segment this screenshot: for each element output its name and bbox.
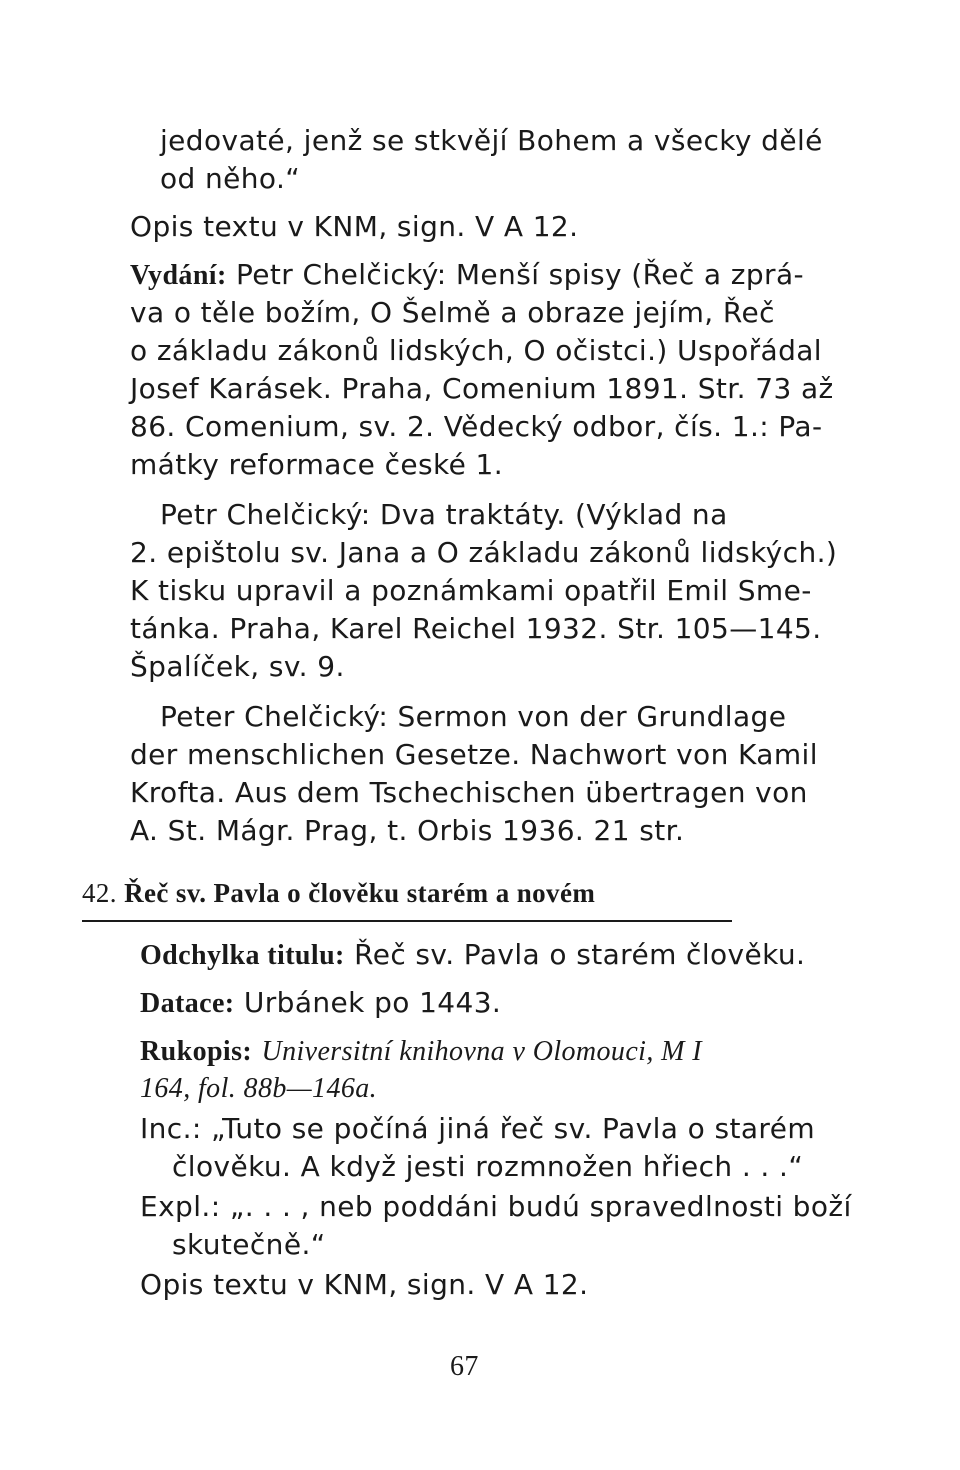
rukopis-line <box>140 1034 702 1069</box>
datace-label: Datace: <box>140 988 235 1019</box>
vydani-text: Petr Chelčický: Menší spisy (Řeč a zprá- <box>236 258 805 291</box>
text-line: Špalíček, sv. 9. <box>130 650 345 683</box>
odchylka-text: Řeč sv. Pavla o starém člověku. <box>354 938 806 971</box>
text-line: Krofta. Aus dem Tschechischen übertragen von <box>130 776 808 809</box>
rukopis-text: Universitní knihovna v Olomouci, M I <box>261 1036 702 1067</box>
datace-line <box>140 986 501 1021</box>
inc-line: Inc.: „Tuto se počíná jiná řeč sv. Pavla o starém <box>140 1112 816 1145</box>
text-line: od něho.“ <box>160 162 301 195</box>
page-number: 67 <box>450 1351 479 1382</box>
text-line: 86. Comenium, sv. 2. Vědecký odbor, čís. 1.: Pa- <box>130 410 823 443</box>
text-line: K tisku upravil a poznámkami opatřil Emil Sme- <box>130 574 812 607</box>
odchylka-line <box>140 938 805 973</box>
text-line: der menschlichen Gesetze. Nachwort von Kamil <box>130 738 818 771</box>
expl-line-2: skutečně.“ <box>172 1228 326 1261</box>
rukopis-line-2: 164, fol. 88b—146a. <box>140 1073 378 1104</box>
datace-text: Urbánek po 1443. <box>243 986 502 1019</box>
entry-title: Řeč sv. Pavla o člověku starém a novém <box>124 878 596 908</box>
text-line: Opis textu v KNM, sign. V A 12. <box>130 210 579 243</box>
opis-line: Opis textu v KNM, sign. V A 12. <box>140 1268 589 1301</box>
entry-number: 42. <box>82 878 117 908</box>
vydani-label: Vydání: <box>130 260 227 291</box>
expl-line: Expl.: „. . . , neb poddáni budú spravedlnosti boží <box>140 1190 852 1223</box>
inc-line-2: člověku. A když jesti rozmnožen hřiech . . .“ <box>172 1150 804 1183</box>
text-line: mátky reformace české 1. <box>130 448 504 481</box>
text-line: o základu zákonů lidských, O očistci.) Uspořádal <box>130 334 822 367</box>
text-line: A. St. Mágr. Prag, t. Orbis 1936. 21 str. <box>130 814 685 847</box>
text-line: jedovaté, jenž se stkvějí Bohem a všecky dělé <box>160 124 823 157</box>
text-line: tánka. Praha, Karel Reichel 1932. Str. 105—145. <box>130 612 822 645</box>
text-line: Josef Karásek. Praha, Comenium 1891. Str. 73 až <box>130 372 834 405</box>
heading-underline <box>82 920 732 922</box>
rukopis-label: Rukopis: <box>140 1036 253 1067</box>
vydani-first-line <box>130 258 804 293</box>
text-line: Peter Chelčický: Sermon von der Grundlage <box>160 700 787 733</box>
odchylka-label: Odchylka titulu: <box>140 940 345 971</box>
text-line: 2. epištolu sv. Jana a O základu zákonů lidských.) <box>130 536 838 569</box>
entry-heading <box>82 876 595 910</box>
text-line: va o těle božím, O Šelmě a obraze jejím, Řeč <box>130 296 775 329</box>
text-line: Petr Chelčický: Dva traktáty. (Výklad na <box>160 498 728 531</box>
